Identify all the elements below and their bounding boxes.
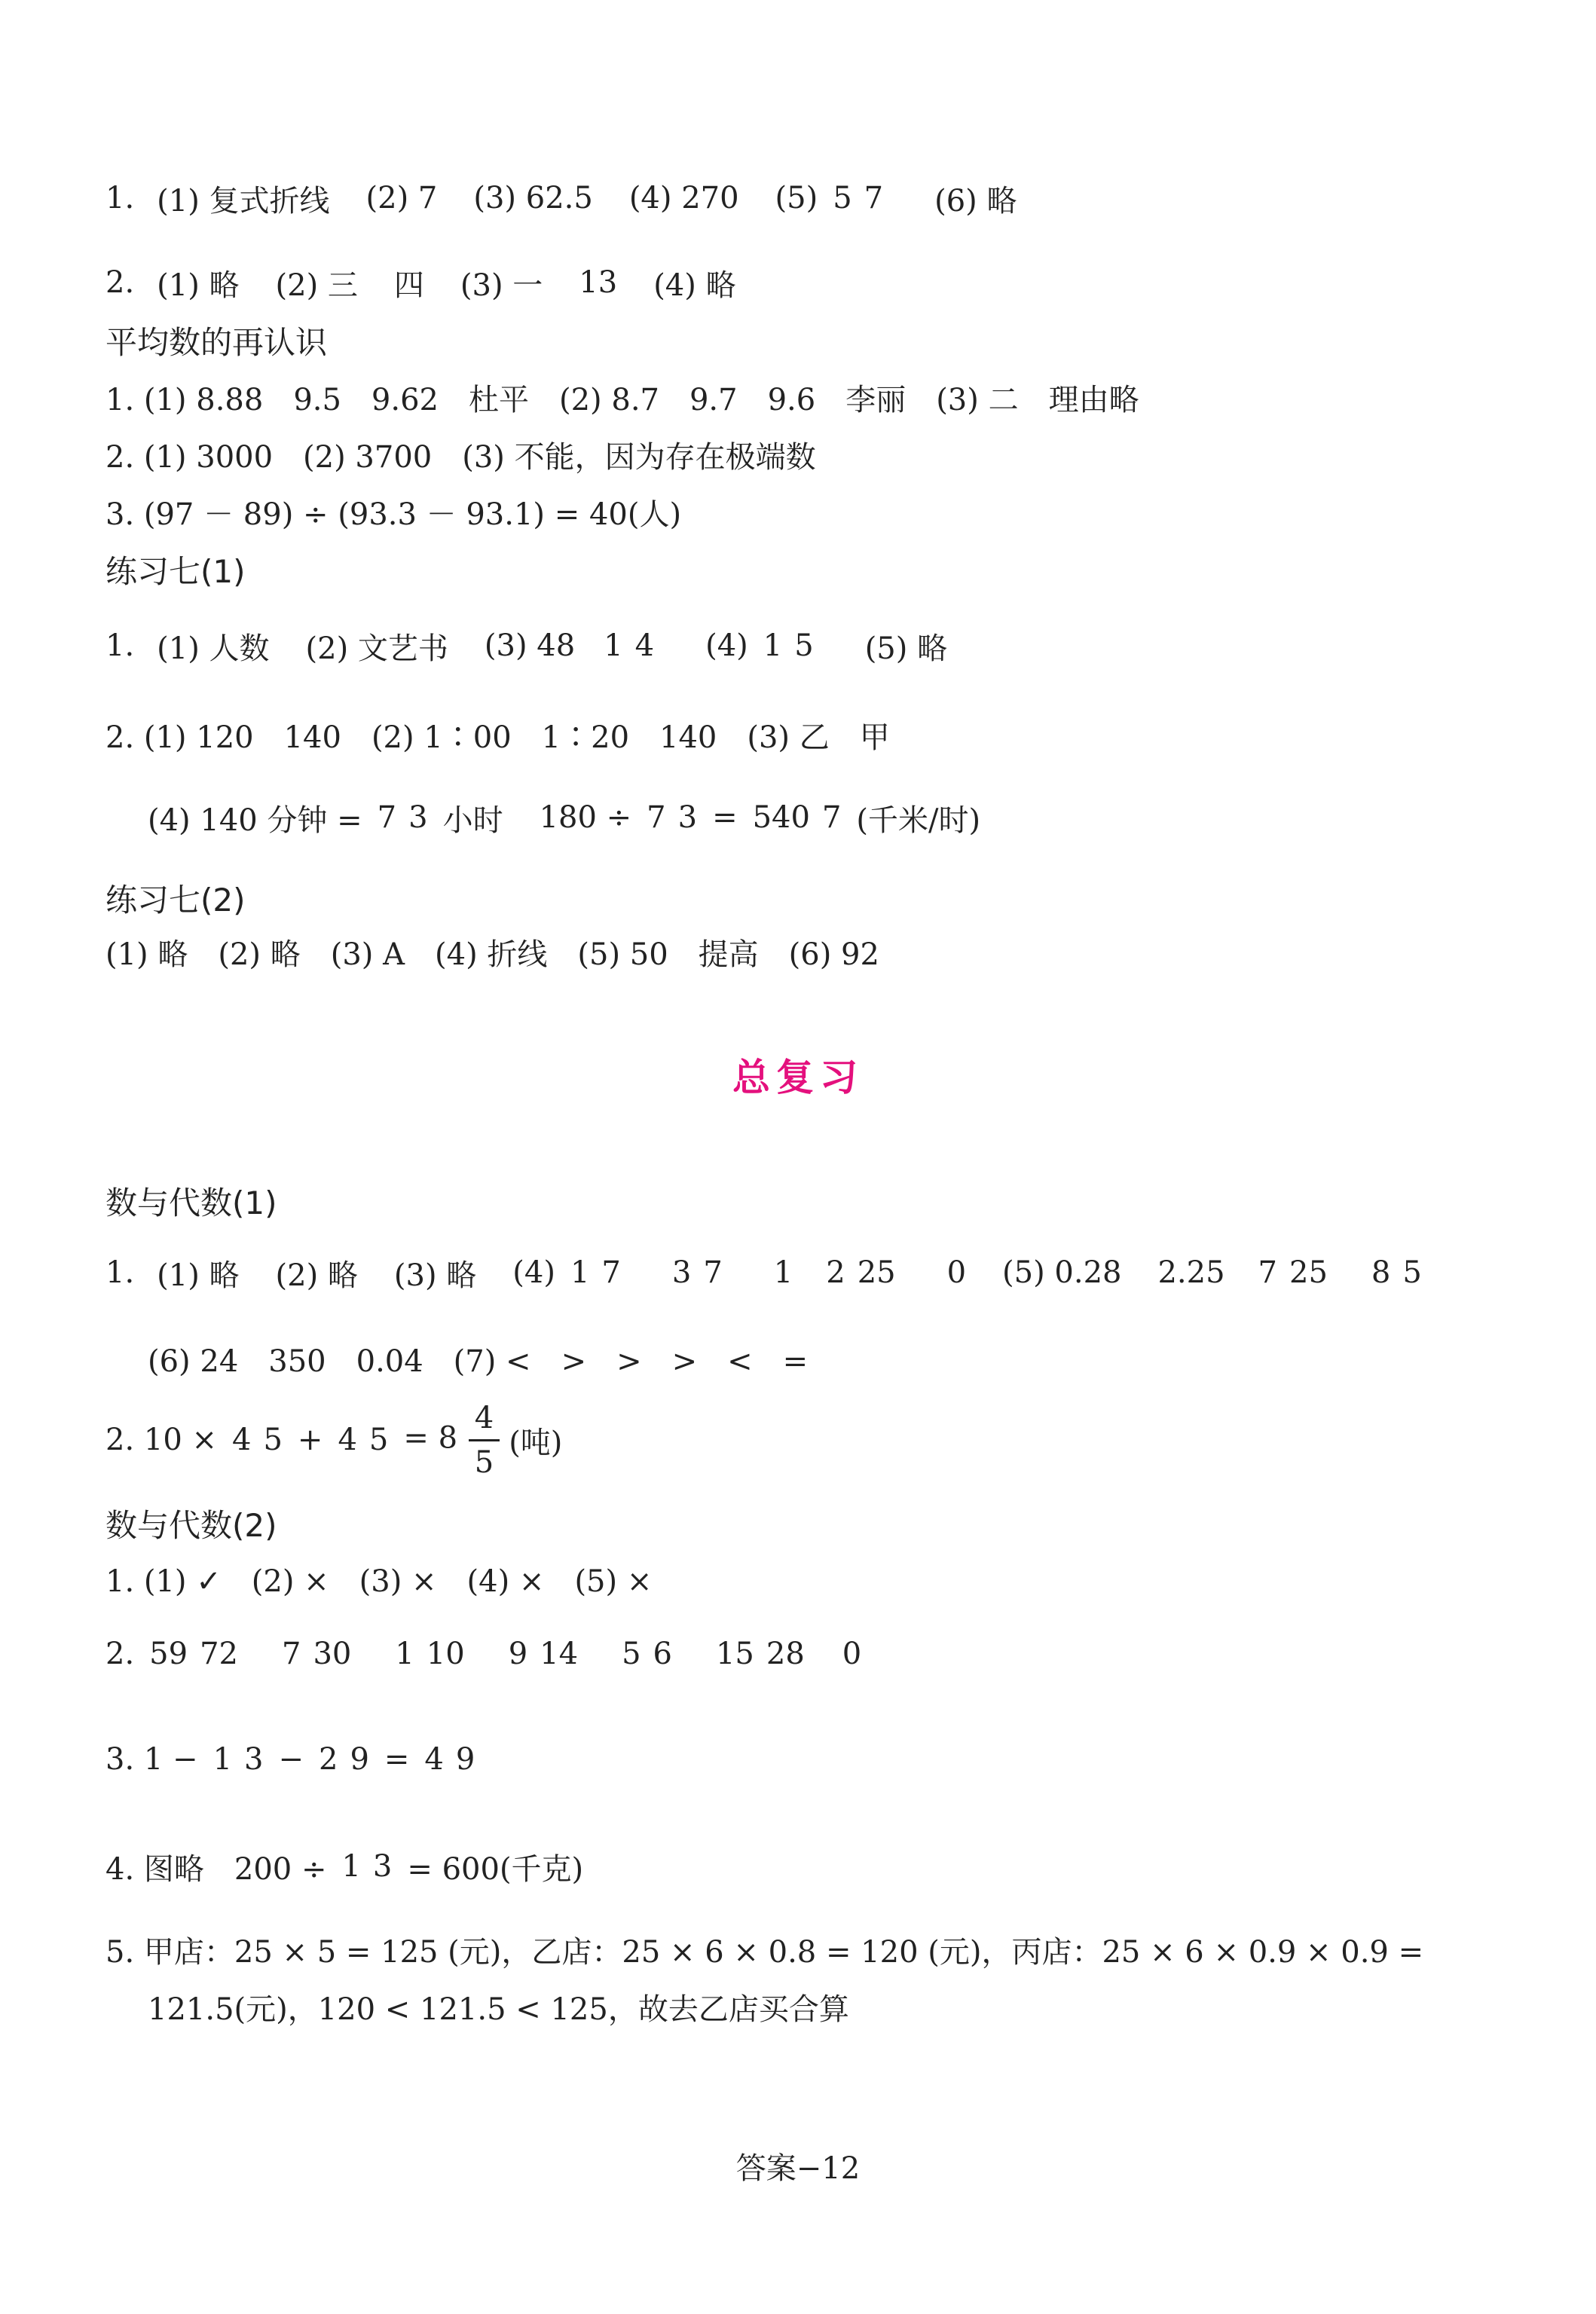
fraction: 7 30 (281, 1637, 352, 1671)
fraction: 4 5 (232, 1423, 283, 1457)
fraction: 2 9 (318, 1742, 369, 1777)
section-heading: 练习七(2) (105, 882, 246, 919)
fraction: $\frac{4}{5}$ (469, 1403, 500, 1478)
answer-line-f4: 4. 图略 200 ÷ 1 3 = 600(千克) (105, 1849, 584, 1887)
answer-line: 3. (97 － 89) ÷ (93.3 － 93.1) = 40(人) (105, 497, 682, 532)
fraction: 59 72 (149, 1637, 238, 1671)
fraction: 540 7 (752, 800, 842, 835)
fraction: 7 3 (377, 800, 428, 835)
answer-line-f2: 2. 59 72 7 30 1 10 9 14 5 6 15 28 0 (105, 1637, 862, 1671)
fraction: 1 3 (212, 1742, 264, 1777)
section-heading: 数与代数(1) (105, 1185, 277, 1221)
answer-line: (1) 略 (2) 略 (3) A (4) 折线 (5) 50 提高 (6) 92 (105, 937, 879, 972)
fraction: 4 5 (338, 1423, 389, 1457)
fraction: 1 5 (763, 628, 814, 663)
answer-line-a1: 1. (1) 复式折线 (2) 7 (3) 62.5 (4) 270 (5) 5 7 (6) 略 (105, 181, 1017, 219)
answer-line: (6) 24 350 0.04 (7) < > > > < = (148, 1343, 809, 1379)
answer-line-a2: 2. (1) 略 (2) 三 四 (3) 一 13 (4) 略 (105, 265, 736, 303)
fraction: 8 5 (1371, 1255, 1422, 1290)
answer-line: 1. (1) ✓ (2) × (3) × (4) × (5) × (105, 1564, 653, 1599)
section-heading: 练习七(1) (105, 553, 246, 590)
answer-line-c1: 1. (1) 人数 (2) 文艺书 (3) 48 1 4 (4) 1 5 (5) 略 (105, 628, 948, 666)
fraction: 7 25 (1258, 1255, 1328, 1290)
answer-line: 2. (1) 3000 (2) 3700 (3) 不能，因为存在极端数 (105, 439, 816, 475)
section-heading: 平均数的再认识 (105, 324, 328, 361)
fraction: 1 3 (341, 1849, 393, 1884)
fraction: 3 7 (671, 1255, 723, 1290)
answer-line-f3: 3. 1 − 1 3 − 2 9 = 4 9 (105, 1710, 490, 1808)
answer-line: 5. 甲店：25 × 5 = 125 (元)，乙店：25 × 6 × 0.8 = 120 (元)，丙店：25 × 6 × 0.9 × 0.9 = (105, 1934, 1424, 1970)
fraction: 2 25 (826, 1255, 896, 1290)
fraction: 5 6 (622, 1637, 672, 1671)
fraction: 1 4 (604, 628, 655, 663)
fraction: 5 7 (833, 181, 884, 216)
mixed-number: = 8 $\frac{4}{5}$ (403, 1403, 509, 1478)
answer-line-e1: 1. (1) 略 (2) 略 (3) 略 (4) 1 7 3 7 1 2 25 0 (5) 0.28 2.25 7 25 8 5 (105, 1224, 1437, 1322)
section-heading: 数与代数(2) (105, 1507, 277, 1544)
answer-line-e2: 2. 10 × 4 5 + 4 5 = 8 $\frac{4}{5}$ (吨) (105, 1400, 563, 1480)
fraction: 1 7 (570, 1255, 621, 1290)
fraction: 15 28 (715, 1637, 805, 1671)
answer-line: 121.5(元)，120 < 121.5 < 125，故去乙店买合算 (148, 1992, 849, 2027)
answer-line-c2-4: (4) 140 分钟 = 7 3 小时 180 ÷ 7 3 = 540 7 (千米/时) (148, 800, 981, 838)
fraction: 9 14 (508, 1637, 579, 1671)
fraction: 1 10 (395, 1637, 465, 1671)
answer-line: 1. (1) 8.88 9.5 9.62 杜平 (2) 8.7 9.7 9.6 李丽 (3) 二 理由略 (105, 382, 1139, 417)
fraction: 4 9 (424, 1742, 475, 1777)
review-title: 总复习 (732, 1056, 864, 1099)
fraction: 7 3 (647, 800, 698, 835)
answer-line: 2. (1) 120 140 (2) 1∶00 1∶20 140 (3) 乙 甲 (105, 720, 890, 755)
page-number: 答案−12 (735, 2151, 861, 2186)
